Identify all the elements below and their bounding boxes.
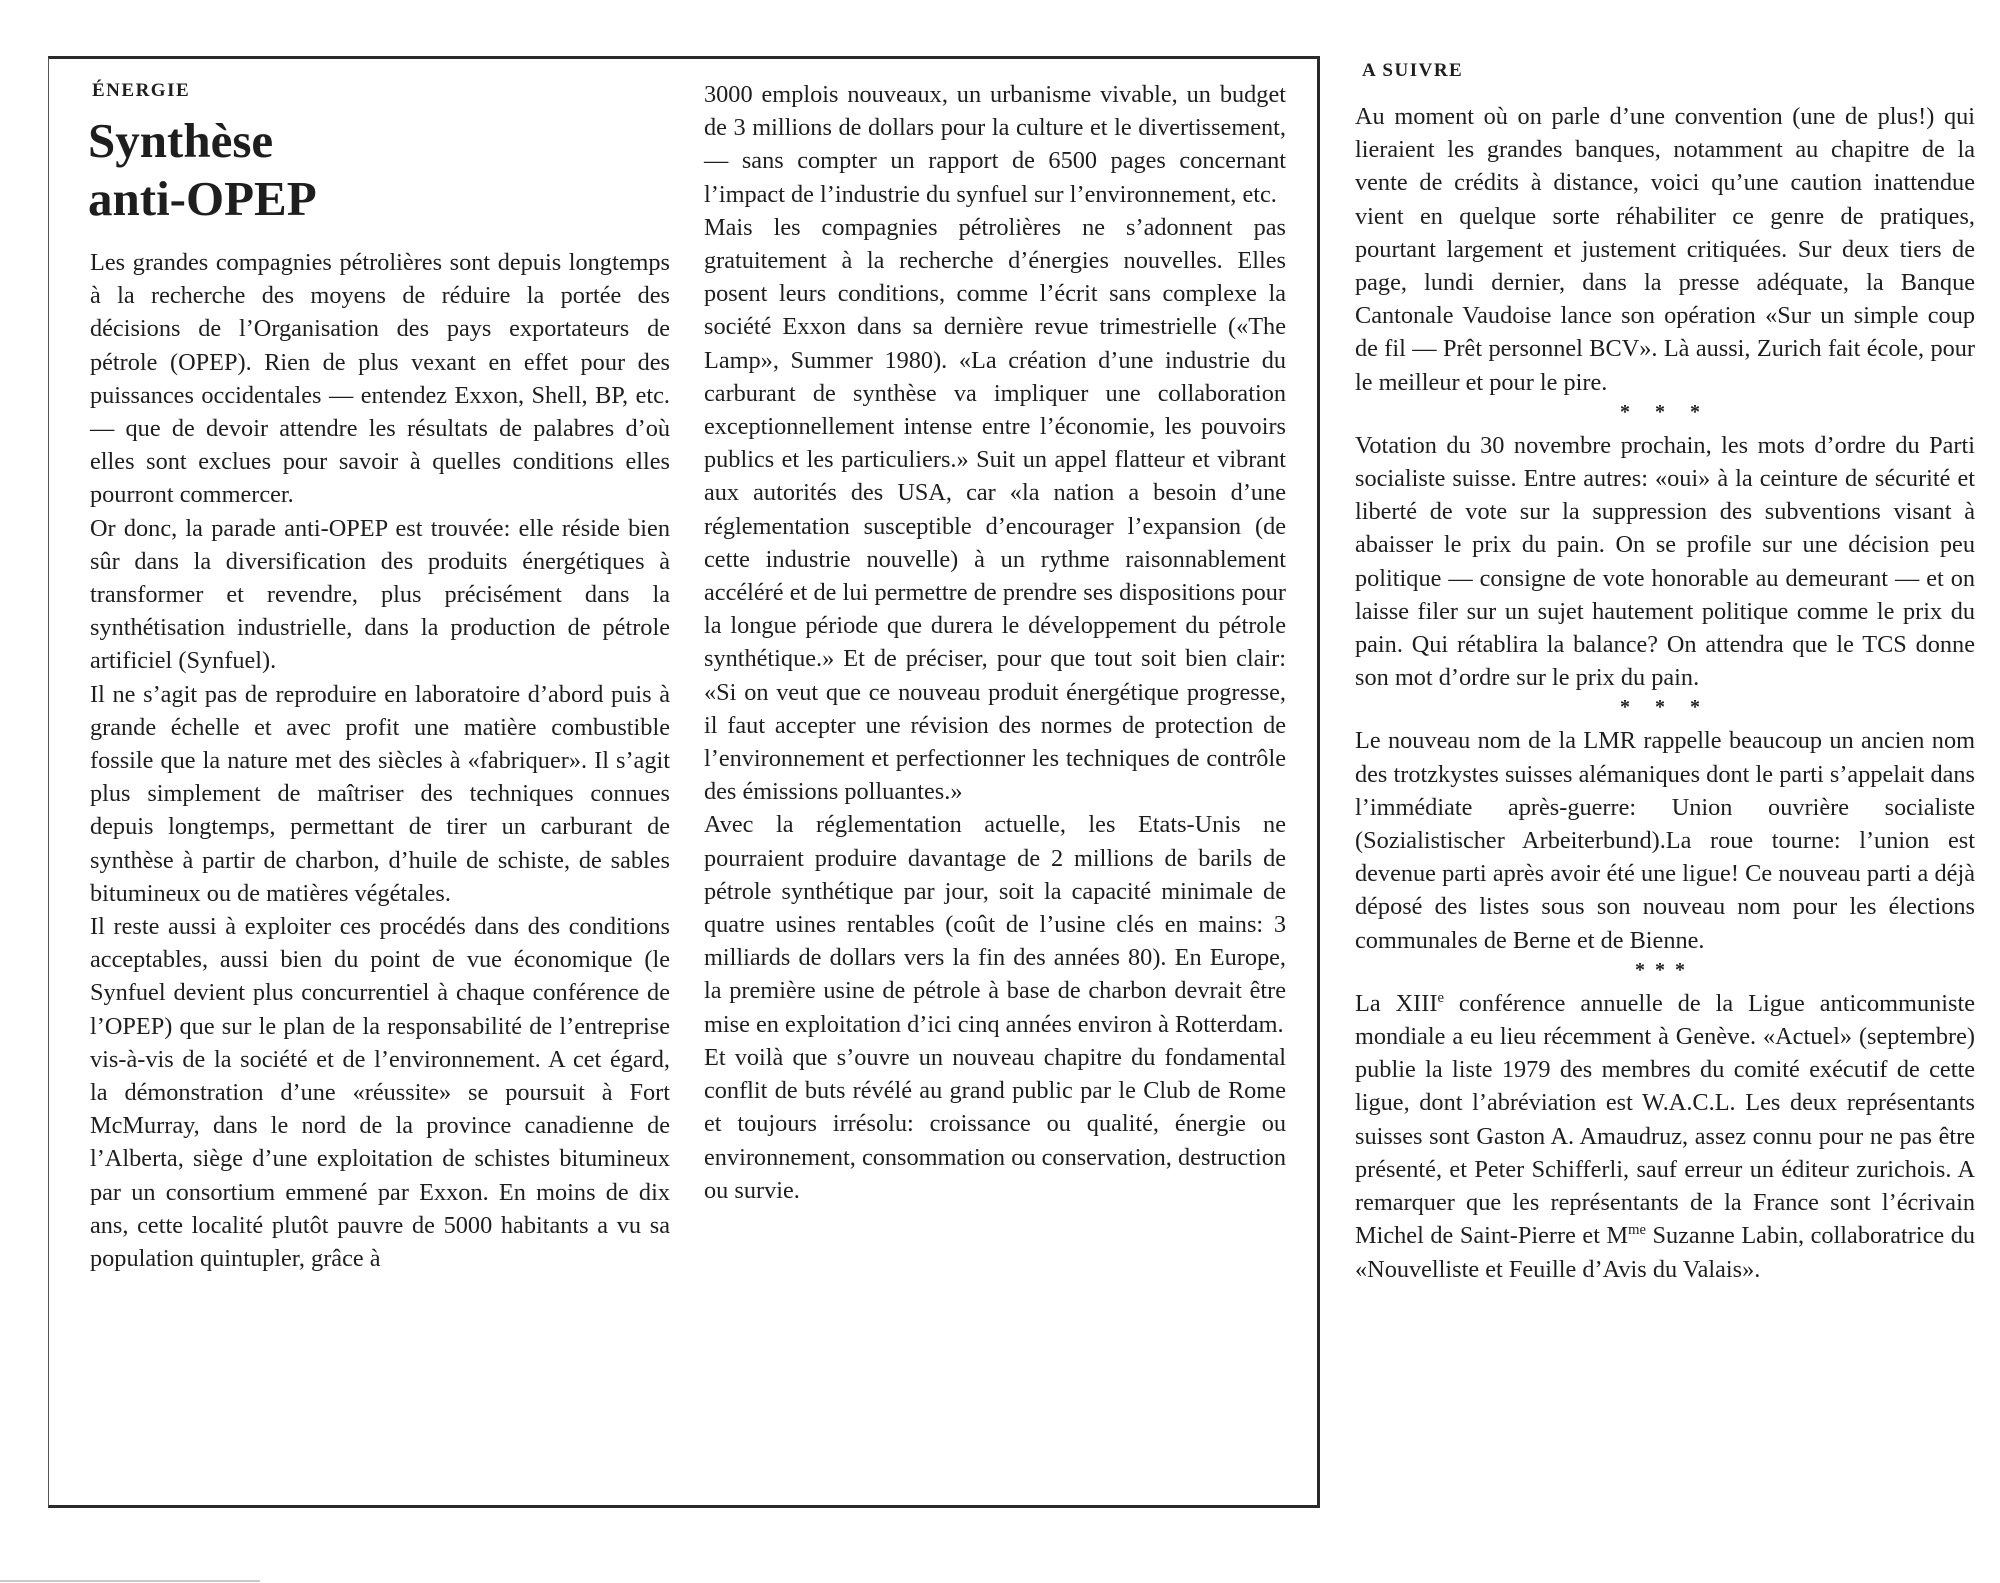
article-column-1 xyxy=(90,246,670,1275)
separator: *** xyxy=(1635,958,1695,981)
side-item: Au moment où on parle d’une convention (une de plus!) qui lieraient les grandes banques, notamment au chapitre de la vente de crédits à distance, voici qu’une caution inattendue vient en quelque sorte réhabiliter ce genre de pratiques, pourtant largement et justement critiquées. Sur deux tiers de page, lundi dernier, dans la presse adéquate, la Banque Cantonale Vaudoise lance son opération «Sur un simple coup de fil — Prêt personnel BCV». Là aussi, Zurich fait école, pour le meilleur et pour le pire. xyxy=(1355,103,1975,396)
article-paragraph: Avec la réglementation actuelle, les Etats-Unis ne pourraient produire davantage de 2 millions de barils de pétrole synthétique par jour, soit la capacité minimale de quatre usines rentables (coût de l’usine clés en mains: 3 milliards de dollars vers la fin des années 80). En Europe, la première usine de pétrole à base de charbon devrait être mise en exploitation d’ici cinq années environ à Rotterdam. xyxy=(704,811,1286,1038)
article-paragraph: Et voilà que s’ouvre un nouveau chapitre du fondamental conflit de buts révélé au grand public par le Club de Rome et toujours irrésolu: croissance ou qualité, énergie ou environnement, consommation ou conservation, destruction ou survie. xyxy=(704,1043,1286,1204)
column-kicker: A SUIVRE xyxy=(1362,60,1464,81)
article-paragraph: Mais les compagnies pétrolières ne s’adonnent pas gratuitement à la recherche d’énergies nouvelles. Elles posent leurs conditions, comme l’écrit sans complexe la société Exxon dans sa dernière revue trimestrielle («The Lamp», Summer 1980). «La création d’une industrie du carburant de synthèse va impliquer une collaboration exceptionnellement intense entre l’économie, les pouvoirs publics et les particuliers.» Suit un appel flatteur et vibrant aux autorités des USA, car «la nation a besoin d’une réglementation susceptible d’encourager l’expansion (de cette industrie nouvelle) à un rythme raisonnablement accéléré et de lui permettre de prendre ses dispositions pour la longue période que durera le développement du pétrole synthétique.» Et de préciser, pour que tout soit bien clair: «Si on veut que ce nouveau produit énergétique progresse, il faut accepter une révision des normes de protection de l’environnement et perfectionner les techniques de contrôle des émissions polluantes.» xyxy=(704,213,1286,806)
article-paragraph: Il reste aussi à exploiter ces procédés dans des conditions acceptables, aussi bien du point de vue économique (le Synfuel devient plus concurrentiel à chaque conférence de l’OPEP) que sur le plan de la responsabilité de l’entreprise vis-à-vis de la société et de l’environnement. A cet égard, la démonstration d’une «réussite» se poursuit à Fort McMurray, dans le nord de la province canadienne de l’Alberta, siège d’une exploitation de schistes bitumineux par un consortium emmené par Exxon. En moins de dix ans, cette localité plutôt pauvre de 5000 habitants a vu sa population quintupler, grâce à xyxy=(90,913,670,1273)
article-paragraph: Les grandes compagnies pétrolières sont depuis longtemps à la recherche des moyens de réduire la portée des décisions de l’Organisation des pays exportateurs de pétrole (OPEP). Rien de plus vexant en effet pour des puissances occidentales — entendez Exxon, Shell, BP, etc. — que de devoir attendre les résultats de palabres d’où elles sont exclues pour savoir à quelles conditions elles pourront commercer. xyxy=(90,249,670,509)
article-column-2 xyxy=(704,78,1286,1207)
separator: * * * xyxy=(1620,696,1710,719)
superscript: e xyxy=(1437,989,1444,1006)
side-item-text: Suzanne Labin, collaboratrice du «Nouvelliste et Feuille d’Avis du Valais». xyxy=(1355,1222,1975,1283)
side-item: Le nouveau nom de la LMR rappelle beaucoup un ancien nom des trotzkystes suisses alémaniques dont le parti s’appelait dans l’immédiate après-guerre: Union ouvrière socialiste (Sozialistischer Arbeiterbund).La roue tourne: l’union est devenue parti après avoir été une ligue! Ce nouveau parti a déjà déposé des listes sous son nouveau nom pour les élections communales de Berne et de Bienne. xyxy=(1355,727,1975,954)
article-paragraph-continued: 3000 emplois nouveaux, un urbanisme vivable, un budget de 3 millions de dollars pour la culture et le divertissement, — sans compter un rapport de 6500 pages concernant l’impact de l’industrie du synfuel sur l’environnement, etc. xyxy=(704,81,1286,208)
article-paragraph: Il ne s’agit pas de reproduire en laboratoire d’abord puis à grande échelle et avec profit une matière combustible fossile que la nature met des siècles à «fabriquer». Il s’agit plus simplement de maîtriser des techniques connues depuis longtemps, permettant de tirer un carburant de synthèse à partir de charbon, d’huile de schiste, de sables bitumineux ou de matières végétales. xyxy=(90,680,670,907)
headline-line-1: Synthèse xyxy=(88,113,274,168)
superscript: me xyxy=(1628,1222,1646,1239)
side-item: Votation du 30 novembre prochain, les mots d’ordre du Parti socialiste suisse. Entre autres: «oui» à la ceinture de sécurité et liberté de vote sur la suppression des subventions visant à abaisser le prix du pain. On se profile sur une décision peu politique — consigne de vote honorable au demeurant — et on laisse filer sur un sujet hautement politique comme le prix du pain. Qui rétablira la balance? On attendra que le TCS donne son mot d’ordre sur le prix du pain. xyxy=(1355,431,1975,692)
side-item-last xyxy=(1355,987,1975,1286)
scan-edge-line xyxy=(0,1580,260,1582)
headline-line-2: anti-OPEP xyxy=(88,171,317,226)
article-headline xyxy=(88,112,317,228)
article-kicker: ÉNERGIE xyxy=(92,80,191,101)
side-item-text: La XIII xyxy=(1355,989,1438,1017)
article-paragraph: Or donc, la parade anti-OPEP est trouvée: elle réside bien sûr dans la diversification des produits énergétiques à transformer et revendre, plus précisément dans la synthétisation industrielle, dans la production de pétrole artificiel (Synfuel). xyxy=(90,514,670,675)
separator: * * * xyxy=(1620,400,1710,423)
side-column xyxy=(1355,100,1975,1286)
side-item-text: conférence annuelle de la Ligue anticommuniste mondiale a eu lieu récemment à Genève. «Actuel» (septembre) publie la liste 1979 des membres du comité exécutif de cette ligue, dont l’abréviation est W.A.C.L. Les deux représentants suisses sont Gaston A. Amaudruz, assez connu pour ne pas être présenté, et Peter Schifferli, sauf erreur un éditeur zurichois. A remarquer que les représentants de la France sont l’écrivain Michel de Saint-Pierre et M xyxy=(1355,989,1975,1250)
